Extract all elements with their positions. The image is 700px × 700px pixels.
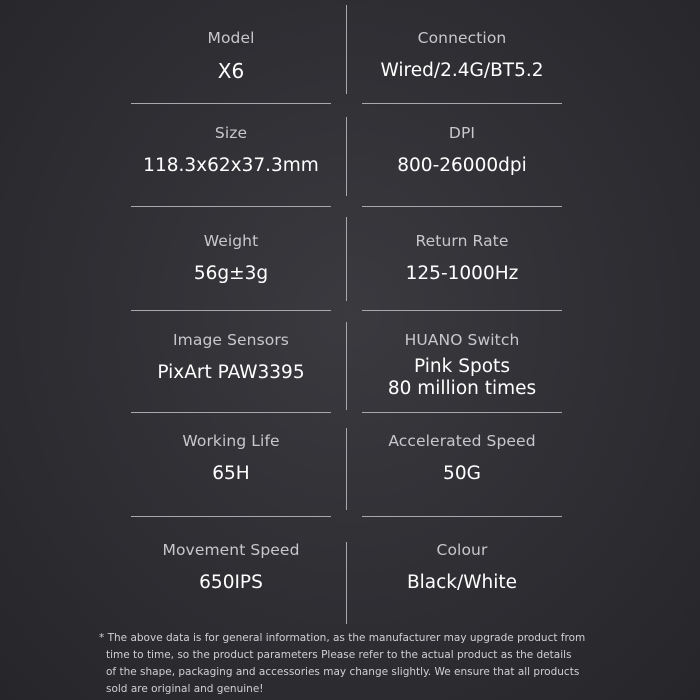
spec-working-life [131,431,331,485]
spec-label: Weight [203,232,259,250]
spec-label: Movement Speed [162,541,300,559]
column-divider [346,542,347,624]
spec-return-rate [362,231,562,285]
spec-accelerated-speed [362,431,562,485]
spec-label: Working Life [182,432,280,450]
row-divider [131,206,331,207]
row-divider [131,516,331,517]
column-divider [346,428,347,510]
spec-value: 800-26000dpi [397,155,527,176]
row-divider [131,310,331,311]
spec-value: 125-1000Hz [405,263,519,284]
spec-image-sensors [131,330,331,384]
footnote-line: of the shape, packaging and accessories may change slightly. We ensure that all products [106,666,580,678]
row-divider [362,516,562,517]
spec-value: 118.3x62x37.3mm [143,155,319,176]
spec-value: Pink Spots 80 million times [387,356,537,399]
row-divider [131,103,331,104]
row-divider [362,206,562,207]
column-divider [346,322,347,410]
row-divider [362,310,562,311]
spec-label: HUANO Switch [404,331,520,349]
spec-value: 50G [443,463,481,484]
column-divider [346,117,347,196]
spec-value: 56g±3g [193,263,269,284]
spec-connection [362,28,562,82]
spec-label: DPI [448,124,476,142]
spec-value: Wired/2.4G/BT5.2 [380,60,544,81]
spec-value: 650IPS [199,572,263,593]
spec-model [131,28,331,82]
spec-label: Return Rate [415,232,509,250]
spec-weight [131,231,331,285]
footnote-line: sold are original and genuine! [106,683,264,695]
spec-label: Accelerated Speed [388,432,536,450]
column-divider [346,217,347,301]
column-divider [346,5,347,94]
spec-value: PixArt PAW3395 [157,362,305,383]
spec-movement-speed [131,540,331,594]
row-divider [362,103,562,104]
footnote-line: * The above data is for general information, as the manufacturer may upgrade product from [99,632,586,644]
spec-huano-switch [362,330,562,400]
row-divider [131,412,331,413]
spec-label: Image Sensors [173,331,289,349]
footnote-line: time to time, so the product parameters Please refer to the actual product as the details [106,649,572,661]
spec-size [131,123,331,177]
spec-label: Connection [417,29,507,47]
spec-value: 65H [212,463,250,484]
row-divider [362,412,562,413]
spec-value: Black/White [406,572,518,593]
spec-colour [362,540,562,594]
spec-label: Size [214,124,248,142]
spec-label: Model [207,29,255,47]
spec-dpi [362,123,562,177]
spec-label: Colour [436,541,488,559]
spec-value: X6 [217,59,245,83]
disclaimer-footnote [99,630,609,698]
